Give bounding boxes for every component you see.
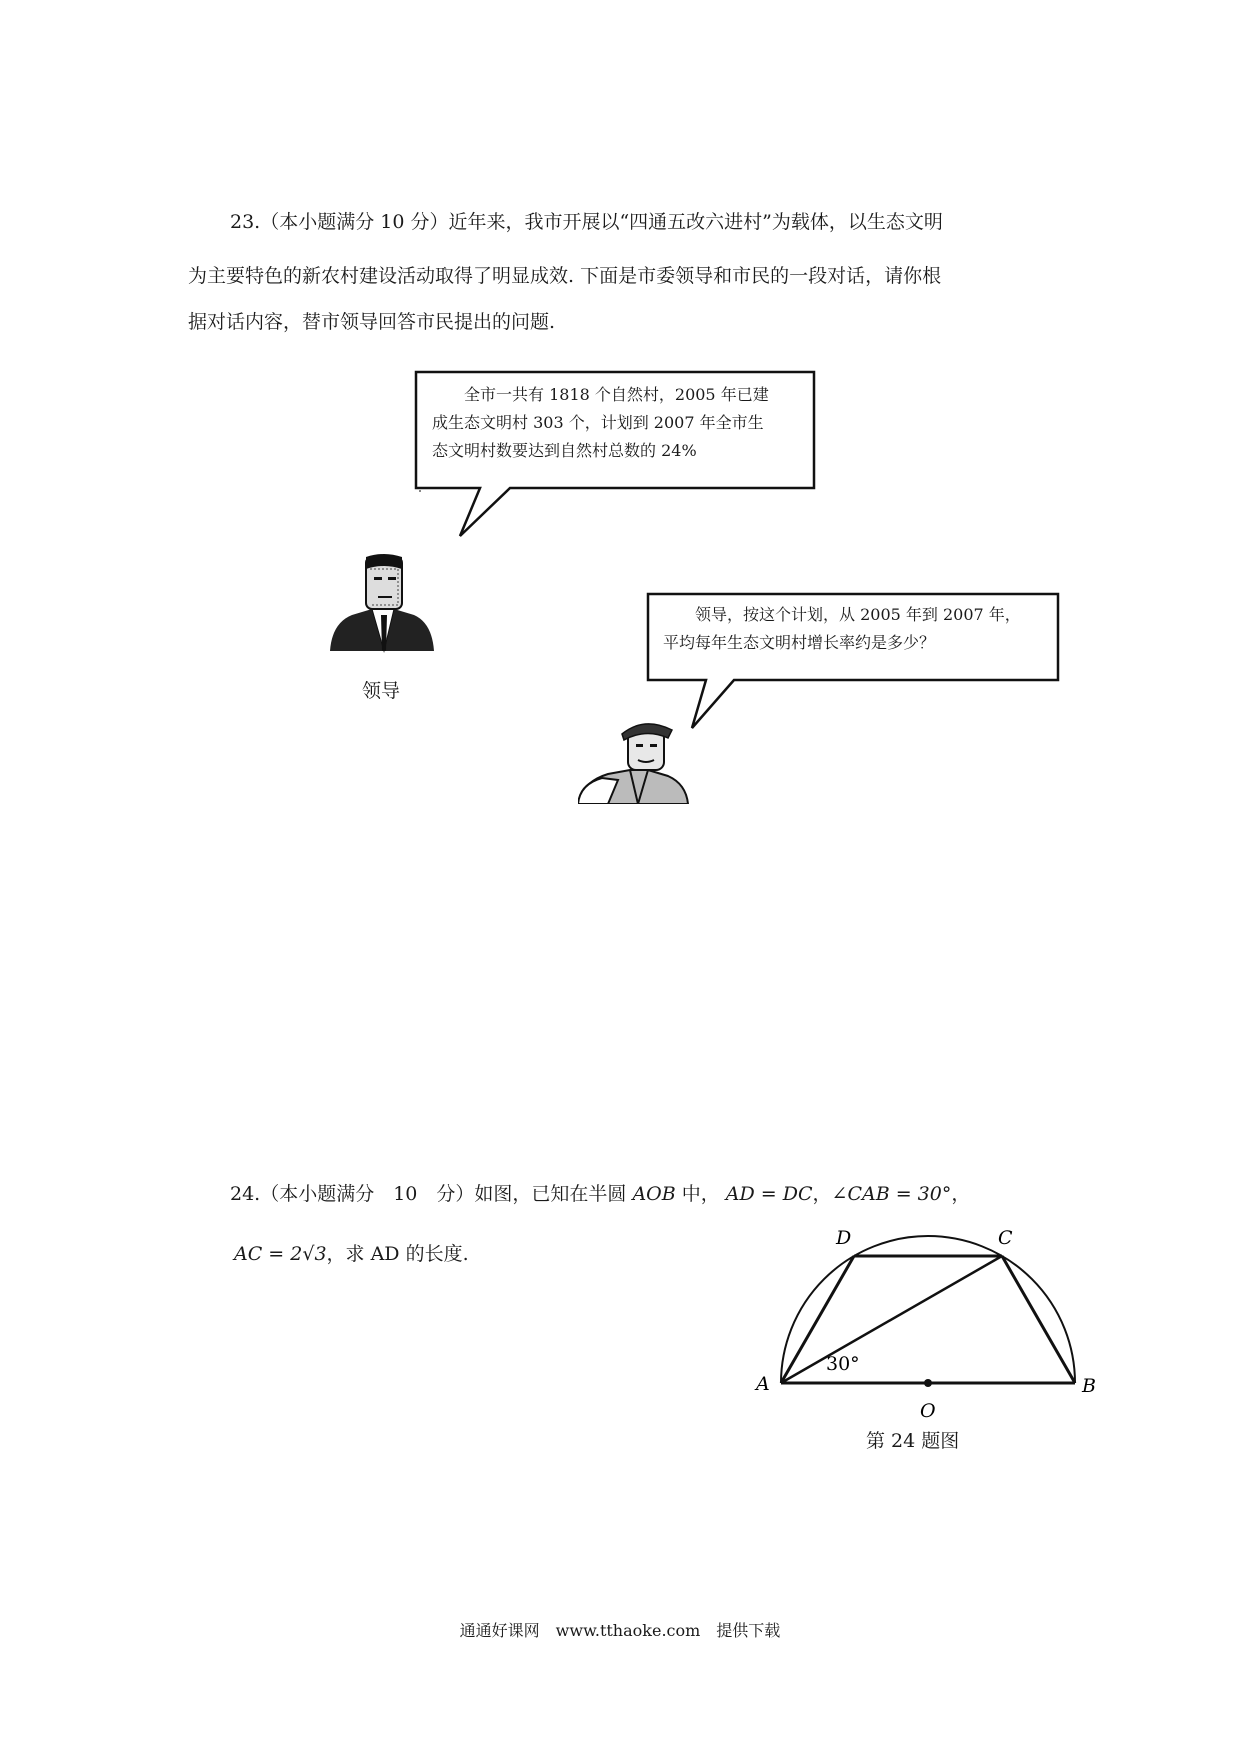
q24-mid: 中， xyxy=(675,1183,726,1205)
label-a: A xyxy=(756,1373,770,1395)
leader-bubble-line-2: 成生态文明村 303 个，计划到 2007 年全市生 xyxy=(432,413,764,432)
label-c: C xyxy=(998,1227,1013,1249)
q24-semicircle-name: AOB xyxy=(632,1183,676,1205)
label-o: O xyxy=(920,1400,936,1422)
chord-cb xyxy=(1002,1256,1075,1383)
angle-label: 30° xyxy=(826,1353,860,1375)
citizen-bubble-text xyxy=(663,601,1053,657)
center-point-o xyxy=(924,1379,932,1387)
leader-bubble-line-1: 全市一共有 1818 个自然村，2005 年已建 xyxy=(432,385,769,404)
q24-semicircle-figure xyxy=(730,1220,1110,1430)
leader-illustration xyxy=(328,553,436,653)
q24-question-text: ，求 AD 的长度. xyxy=(326,1243,469,1265)
q24-prefix: 24.（本小题满分 10 分）如图，已知在半圆 xyxy=(230,1183,633,1205)
label-d: D xyxy=(836,1227,852,1249)
chord-ac xyxy=(781,1256,1002,1383)
leader-bubble-line-3: 态文明村数要达到自然村总数的 24% xyxy=(432,441,697,460)
q24-separator: ， xyxy=(812,1183,832,1205)
leader-caption: 领导 xyxy=(362,680,401,702)
footer-download-note: 通通好课网 www.tthaoke.com 提供下载 xyxy=(459,1621,781,1640)
q24-line-2 xyxy=(234,1240,734,1268)
citizen-bubble-line-2: 平均每年生态文明村增长率约是多少？ xyxy=(663,633,936,652)
q23-line-2: 为主要特色的新农村建设活动取得了明显成效. 下面是市委领导和市民的一段对话，请你根 xyxy=(188,265,942,287)
leader-bubble-text xyxy=(432,381,812,465)
citizen-illustration xyxy=(578,720,690,804)
q24-condition-angle: ∠CAB = 30° xyxy=(831,1183,952,1205)
q23-line-1: 23.（本小题满分 10 分）近年来，我市开展以“四通五改六进村”为载体，以生态文明 xyxy=(230,211,943,233)
figure-caption: 第 24 题图 xyxy=(866,1430,960,1452)
q24-line-1 xyxy=(230,1180,1130,1208)
q24-given-length: AC = 2√3 xyxy=(234,1243,327,1265)
q23-line-3: 据对话内容，替市领导回答市民提出的问题. xyxy=(188,311,556,333)
q24-line1-end: ， xyxy=(951,1183,971,1205)
citizen-bubble-line-1: 领导，按这个计划，从 2005 年到 2007 年， xyxy=(663,605,1021,624)
label-b: B xyxy=(1082,1375,1096,1397)
q24-condition-equal-sides: AD = DC xyxy=(725,1183,813,1205)
